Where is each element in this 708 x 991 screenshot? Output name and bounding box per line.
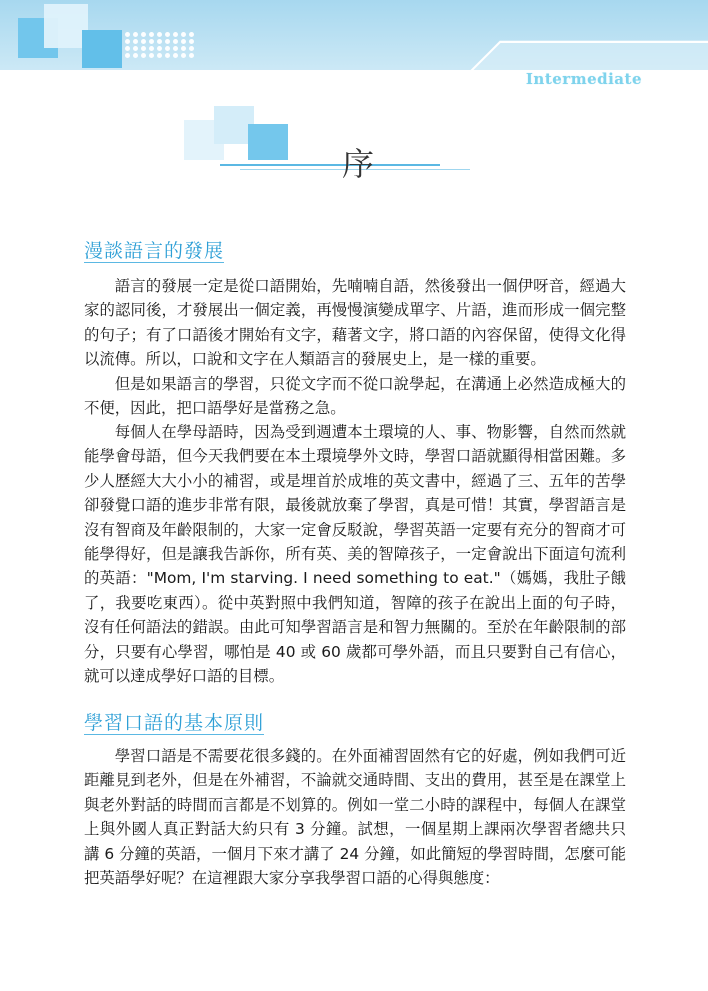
header-square-blue-2 [82,30,122,68]
section-heading-1: 漫談語言的發展 [84,240,225,262]
section-heading-2: 學習口語的基本原則 [84,712,265,734]
paragraph-1-3: 每個人在學母語時，因為受到週遭本土環境的人、事、物影響，自然而然就能學會母語，但今天我們要在本土環境學外文時，學習口語就顯得相當困難。多少人歷經大大小小的補習，或是埋首於成堆的英文書中，經過了三、五年的苦學卻發覺口語的進步非常有限，最後就放棄了學習，真是可惜！其實，學習語言是沒有智商及年齡限制的，大家一定會反駁說，學習英語一定要有充分的智商才可能學得好，但是讓我告訴你，所有英、美的智障孩子，一定會說出下面這句流利的英語："Mom, I'm starving. I need something to eat."（媽媽，我肚子餓了，我要吃東西）。從中英對照中我們知道，智障的孩子在說出上面的句子時，沒有任何語法的錯誤。由此可知學習語言是和智力無關的。至於在年齡限制的部分，只要有心學習，哪怕是 40 或 60 歲都可學外語，而且只要對自己有信心，就可以達成學好口語的目標。 [84,423,626,686]
title-square-blue [248,124,288,160]
paragraph-1-1: 語言的發展一定是從口語開始，先喃喃自語，然後發出一個伊呀音，經過大家的認同後，才發展出一個定義，再慢慢演變成單字、片語，進而形成一個完整的句子；有了口語後才開始有文字，藉著文字，將口語的內容保留，使得文化得以流傳。所以，口說和文字在人類語言的發展史上，是一樣的重要。 [84,277,626,369]
paragraph-1-2: 但是如果語言的學習，只從文字而不從口說學起，在溝通上必然造成極大的不便，因此，把口語學好是當務之急。 [84,375,626,418]
header-band [0,0,708,92]
page-title: 序 [341,145,374,184]
section-heading-2-rule [84,734,264,735]
section-heading-1-rule [84,262,224,263]
paragraph-2-1: 學習口語是不需要花很多錢的。在外面補習固然有它的好處，例如我們可近距離見到老外，但是在外補習，不論就交通時間、支出的費用，甚至是在課堂上與老外對話的時間而言都是不划算的。例如一堂二小時的課程中，每個人在課堂上與外國人真正對話大約只有 3 分鐘。試想，一個星期上課兩次學習者總共只講 6 分鐘的英語，一個月下來才講了 24 分鐘，如此簡短的學習時間，怎麼可能把英語學好呢？在這裡跟大家分享我學習口語的心得與態度： [84,747,626,888]
header-dot-grid [125,32,197,60]
header-square-light [44,4,88,48]
level-label: Intermediate [525,70,642,88]
